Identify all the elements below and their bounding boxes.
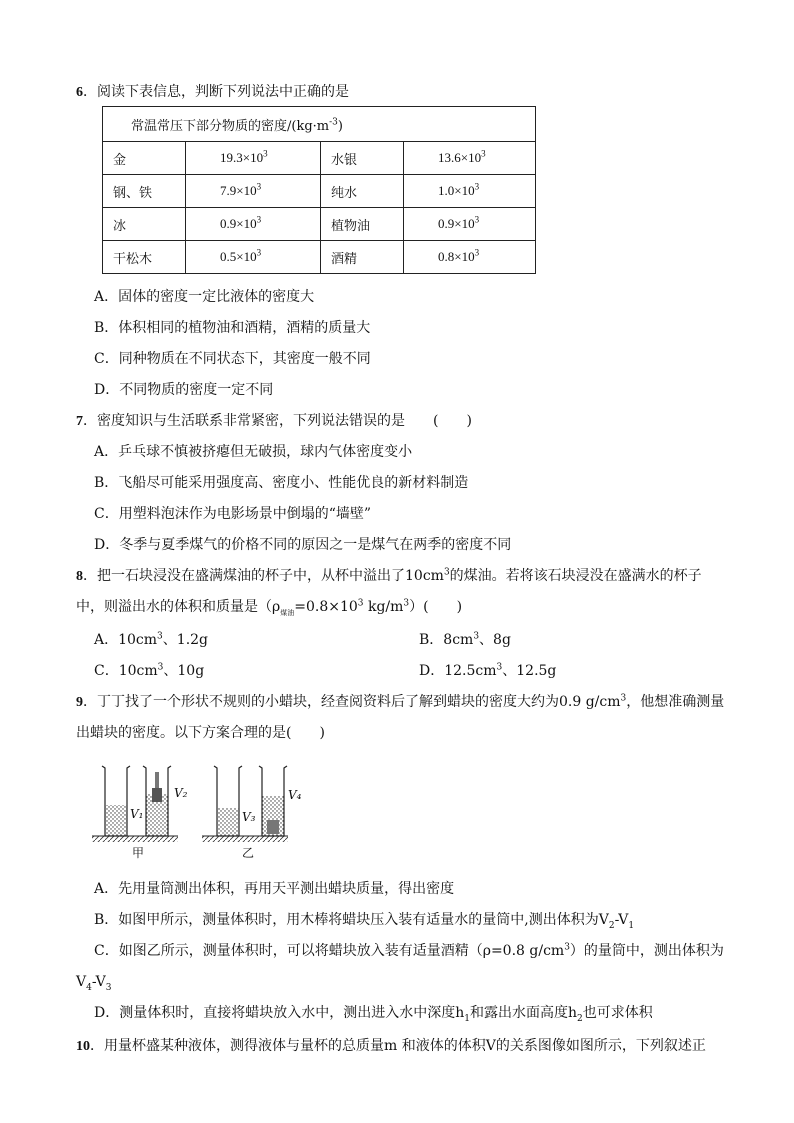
density-cell: $13.6\times 10^3$ xyxy=(404,142,536,175)
cylinder-diagram xyxy=(90,760,300,860)
substance-cell: 金 xyxy=(103,142,186,175)
density-cell: $0.8\times 10^3$ xyxy=(404,241,536,274)
ground-hatch xyxy=(202,836,288,842)
cylinder-figure xyxy=(90,760,300,864)
option-a: A．$10cm^3$、1.2g xyxy=(94,631,209,648)
option-b: B．如图甲所示，测量体积时，用木棒将蜡块压入装有适量水的量筒中,测出体积为$V_2-V_1$ xyxy=(94,912,635,931)
label-v3: V₃ xyxy=(242,810,256,824)
question-6-stem xyxy=(76,82,349,103)
option-a: A．乒乓球不慎被挤瘪但无破损，球内气体密度变小 xyxy=(94,444,413,460)
option-c: C．用塑料泡沫作为电影场景中倒塌的“墙壁” xyxy=(94,506,372,522)
density-cell: $0.5\times 10^3$ xyxy=(186,241,321,274)
question-number: 6 xyxy=(76,85,83,100)
density-cell: $0.9\times 10^3$ xyxy=(186,208,321,241)
option-c-line1: C．如图乙所示，测量体积时，可以将蜡块放入装有适量酒精（ρ=0.8 $g/cm^3$）的量筒中，测出体积为 xyxy=(94,942,724,959)
table-title: 常温常压下部分物质的密度$/(kg\cdot m^{-3})$ xyxy=(103,107,536,142)
question-9-stem-line2: 出蜡块的密度。以下方案合理的是( ) xyxy=(76,725,325,741)
ground-hatch xyxy=(92,836,178,842)
label-v4: V₄ xyxy=(288,788,302,802)
option-d: D．不同物质的密度一定不同 xyxy=(94,382,274,398)
table-row xyxy=(103,241,536,274)
option-d: D．测量体积时，直接将蜡块放入水中，测出进入水中深度$h_1$和露出水面高度$h_2$也可求体积 xyxy=(94,1005,653,1024)
option-a: A．固体的密度一定比液体的密度大 xyxy=(94,289,315,305)
table-row xyxy=(103,175,536,208)
label-v2: V₂ xyxy=(174,786,188,800)
wax-block xyxy=(267,820,279,834)
option-b: B．$8cm^3$、8g xyxy=(419,631,511,648)
substance-cell: 钢、铁 xyxy=(103,175,186,208)
density-cell: $7.9\times 10^3$ xyxy=(186,175,321,208)
density-cell: $0.9\times 10^3$ xyxy=(404,208,536,241)
density-table xyxy=(102,106,536,274)
wax-block xyxy=(152,788,162,802)
question-number: 8 xyxy=(76,569,83,584)
caption-jia: 甲 xyxy=(132,846,145,860)
question-8-stem-line2: 中，则溢出水的体积和质量是（$\rho_{煤油}=0.8\times 10^3$ $kg/m^3$）( ) xyxy=(76,598,463,617)
question-text: ．阅读下表信息，判断下列说法中正确的是 xyxy=(83,84,349,100)
question-number: 7 xyxy=(76,414,83,429)
question-9-stem-line1: 9．丁丁找了一个形状不规则的小蜡块，经查阅资料后了解到蜡块的密度大约为0.9 $g/cm^3$，他想准确测量 xyxy=(76,693,725,710)
substance-cell: 酒精 xyxy=(321,241,404,274)
option-b: B．体积相同的植物油和酒精，酒精的质量大 xyxy=(94,320,371,336)
substance-cell: 冰 xyxy=(103,208,186,241)
question-number: 9 xyxy=(76,695,83,710)
substance-cell: 植物油 xyxy=(321,208,404,241)
alcohol-fill xyxy=(217,808,239,836)
substance-cell: 水银 xyxy=(321,142,404,175)
question-7-stem xyxy=(76,411,472,432)
option-b: B．飞船尽可能采用强度高、密度小、性能优良的新材料制造 xyxy=(94,475,469,491)
option-c-line2: $V_4-V_3$ xyxy=(76,974,112,993)
question-10-stem xyxy=(76,1036,706,1057)
question-8-stem-line1: 8．把一石块浸没在盛满煤油的杯子中，从杯中溢出了$10cm^3$的煤油。若将该石块浸没在盛满水的杯子 xyxy=(76,567,702,584)
table-row xyxy=(103,142,536,175)
wooden-stick xyxy=(155,772,159,788)
density-cell: $1.0\times 10^3$ xyxy=(404,175,536,208)
option-d: D．$12.5cm^3$、12.5g xyxy=(419,662,557,679)
water-fill xyxy=(105,805,127,836)
label-v1: V₁ xyxy=(130,807,144,821)
table-row xyxy=(103,208,536,241)
question-number: 10 xyxy=(76,1039,90,1054)
substance-cell: 纯水 xyxy=(321,175,404,208)
option-a: A．先用量筒测出体积，再用天平测出蜡块质量，得出密度 xyxy=(94,881,455,897)
option-d: D．冬季与夏季煤气的价格不同的原因之一是煤气在两季的密度不同 xyxy=(94,537,512,553)
density-cell: $19.3\times 10^3$ xyxy=(186,142,321,175)
option-c: C．$10cm^3$、10g xyxy=(94,662,205,679)
question-text: ．用量杯盛某种液体，测得液体与量杯的总质量m 和液体的体积V的关系图像如图所示，下列叙述正 xyxy=(90,1038,706,1054)
caption-yi: 乙 xyxy=(242,846,255,860)
option-c: C．同种物质在不同状态下，其密度一般不同 xyxy=(94,351,371,367)
substance-cell: 干松木 xyxy=(103,241,186,274)
question-text: ．密度知识与生活联系非常紧密，下列说法错误的是 ( ) xyxy=(83,413,472,429)
